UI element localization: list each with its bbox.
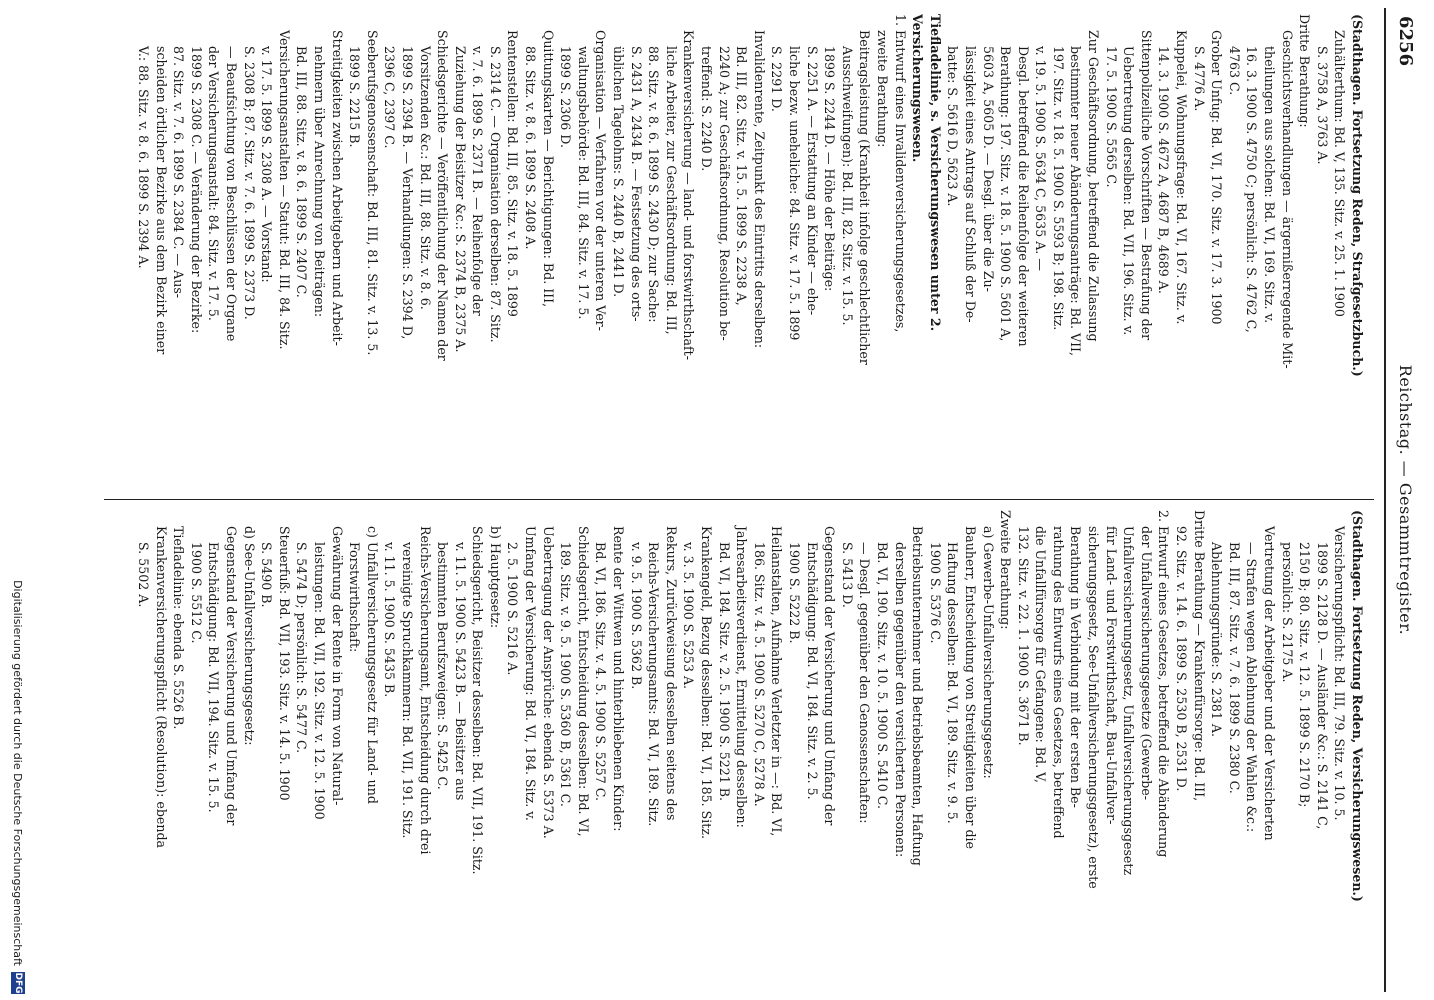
index-line: 1899 S. 2394 B. — Verhandlungen: S. 2394 D, bbox=[399, 46, 415, 340]
index-line: (Stadthagen. Fortsetzung Reden, Strafgesetzbuch.) bbox=[1350, 14, 1365, 377]
index-line: Tiefladelinie, s. Versicherungswesen unter 2. bbox=[927, 14, 943, 332]
index-line: 132. Sitz. v. 22. 1. 1900 S. 3671 B. bbox=[1015, 526, 1031, 746]
index-line: 2396 C, 2397 C. bbox=[382, 46, 398, 149]
index-line: 14. 3. 1900 S. 4672 A, 4687 B, 4689 A. bbox=[1156, 46, 1172, 294]
page-footer bbox=[6, 0, 26, 1000]
index-line: 4763 C. bbox=[1226, 46, 1242, 96]
index-line: Organisation — Verfahren vor der unteren Ver- bbox=[593, 30, 609, 331]
index-line: Entschädigung: Bd. VI, 184. Sitz. v. 2. 5. bbox=[804, 542, 820, 800]
index-line: Gegenstand der Versicherung und Umfang der bbox=[224, 526, 239, 826]
index-line: Krankenversicherung — land- und forstwirthschaft- bbox=[681, 30, 697, 360]
dfg-logo: DFG bbox=[13, 972, 23, 994]
index-line: Versicherungsanstalten — Statut: Bd. III, 84. Sitz. bbox=[276, 30, 292, 350]
index-line: Reichs-Versicherungsamts: Bd. VI, 189. Sitz. bbox=[646, 542, 662, 827]
index-line: leistungen: Bd. VII, 192. Sitz. v. 12. 5. 1900 bbox=[311, 542, 327, 820]
index-line: 1900 S. 5376 C. bbox=[927, 542, 943, 644]
index-line: S. 4776 A. bbox=[1191, 46, 1207, 112]
index-line: batte: S. 5616 D, 5623 A. bbox=[945, 46, 961, 207]
index-line: waltungsbehörde: Bd. III, 84. Sitz. v. 17. 5. bbox=[575, 46, 591, 320]
index-line: v. 17. 5. 1899 S. 2308 A. — Vorstand: bbox=[259, 46, 275, 283]
index-line: S. 2314 C. — Organisation derselben: 87. Sitz. bbox=[487, 46, 503, 343]
index-line: für Land- und Forstwirthschaft, Bau-Unfallver- bbox=[1103, 526, 1119, 825]
index-line: Bd. VI, 186. Sitz. v. 4. 5. 1900 S. 5257 C. bbox=[593, 542, 609, 801]
index-line: Rekurs, Zurückweisung desselben seitens des bbox=[663, 526, 679, 821]
page-number: 6256 bbox=[1395, 16, 1416, 67]
index-line: S. 5413 D. bbox=[839, 542, 855, 608]
index-line: Zuziehung der Beisitzer &c.: S. 2374 B, 2375 A. bbox=[452, 46, 468, 353]
index-line: 17. 5. 1900 S. 5565 C. bbox=[1103, 46, 1119, 188]
index-line: Kuppelei, Wohnungsfrage: Bd. VI, 167. Sitz. v. bbox=[1174, 30, 1190, 325]
index-line: Schiedsgerichte — Veröffentlichung der Namen der bbox=[435, 30, 451, 361]
index-line: S. 3758 A, 3763 A. bbox=[1314, 46, 1330, 165]
index-line: Vorsitzenden &c.: Bd. III, 88. Sitz. v. 8. 6. bbox=[417, 46, 433, 310]
index-line: Ablehnungsgründe: S. 2381 A. bbox=[1209, 542, 1225, 738]
index-line: Krankengeld, Bezug desselben: Bd. VI, 185. Sitz. bbox=[699, 526, 715, 839]
left-column bbox=[134, 14, 1366, 494]
index-line: Jahresarbeitsverdienst, Ermittelung desselben: bbox=[734, 526, 750, 828]
index-line: der Unfallversicherungsgesetze (Gewerbe- bbox=[1138, 526, 1154, 800]
index-line: Vertretung der Arbeitgeber und der Versicherten bbox=[1262, 526, 1278, 841]
index-line: Versicherungspflicht: Bd. III, 79. Sitz. v. 10. 5. bbox=[1332, 526, 1348, 821]
index-line: bestimmten Berufszweigen: S. 5425 C. bbox=[435, 542, 451, 790]
index-line: — Beaufsichtung von Beschlüssen der Organe bbox=[224, 46, 239, 342]
index-line: die Unfallfürsorge für Gefangene: Bd. V, bbox=[1033, 526, 1049, 784]
index-line: S. 5474 D; persönlich: S. 5477 C. bbox=[294, 542, 310, 754]
header-rule bbox=[1384, 8, 1386, 992]
index-line: bestimmter neuer Abänderungsanträge: Bd. VII, bbox=[1068, 46, 1084, 357]
index-line: Versicherungswesen. bbox=[910, 14, 926, 163]
column-divider bbox=[104, 499, 1374, 500]
index-line: 2150 B; 80. Sitz. v. 12. 5. 1899 S. 2170 B; bbox=[1297, 542, 1313, 808]
index-line: S. 2431 A, 2434 B. — Festsetzung des orts- bbox=[628, 46, 644, 322]
index-line: c) Unfallversicherungsgesetz für Land- und bbox=[364, 526, 380, 804]
index-line: Invalidenrente, Zeitpunkt des Eintritts derselben: bbox=[751, 30, 767, 349]
index-line: S. 5490 B. bbox=[259, 542, 275, 608]
page-header bbox=[1374, 0, 1434, 1000]
index-line: liche bezw. uneheliche: 84. Sitz. v. 17. 5. 1899 bbox=[787, 46, 802, 341]
index-line: scheiden örtlicher Bezirke aus dem Bezirk einer bbox=[153, 46, 169, 355]
index-line: persönlich: S. 2175 A. bbox=[1279, 542, 1295, 683]
index-line: Zuhälterthum: Bd. V, 135. Sitz. v. 25. 1. 1900 bbox=[1332, 30, 1348, 317]
index-line: V.: 88. Sitz. v. 8. 6. 1899 S. 2394 A. bbox=[136, 46, 152, 269]
index-line: 189. Sitz. v. 9. 5. 1900 S. 5360 B, 5361 C. bbox=[558, 542, 574, 807]
index-line: 2240 A; zur Geschäftsordnung, Resolution be- bbox=[716, 46, 732, 341]
index-line: 1899 S. 2244 D. — Höhe der Beiträge: bbox=[822, 46, 838, 292]
index-line: 1900 S. 5512 C. bbox=[188, 542, 204, 644]
index-line: Ausschweifungen): Bd. III, 82. Sitz. v. 15. 5. bbox=[839, 46, 855, 326]
index-line: v. 3. 5. 1900 S. 5253 A. bbox=[681, 542, 697, 690]
index-line: v. 11. 5. 1900 S. 5423 B. — Beisitzer aus bbox=[452, 542, 468, 801]
index-line: rathung des Entwurfs eines Gesetzes, betreffend bbox=[1050, 526, 1066, 839]
index-line: 1899 S. 2128 D. — Ausländer &c.: S. 2141 C, bbox=[1314, 542, 1330, 830]
index-line: a) Gewerbe-Unfallversicherungsgesetz: bbox=[980, 526, 996, 779]
index-line: Krankenversicherungspflicht (Resolution): ebenda bbox=[153, 526, 169, 849]
index-line: zweite Berathung: bbox=[874, 30, 890, 148]
index-line: 2. 5. 1900 S. 5216 A. bbox=[505, 542, 521, 676]
index-line: 87. Sitz. v. 7. 6. 1899 S. 2384 C. — Aus- bbox=[171, 46, 187, 299]
index-line: Zur Geschäftsordnung, betreffend die Zulassung bbox=[1086, 30, 1102, 342]
index-line: Schiedsgericht, Beisitzer desselben: Bd. VII, 191. Sitz. bbox=[470, 526, 486, 875]
index-line: Betriebsunternehmer und Betriebsbeamten, Haftung bbox=[910, 526, 926, 866]
index-line: Rente der Wittwen und hinterbliebenen Kinder: bbox=[611, 526, 627, 832]
index-line: Desgl. betreffend die Reihenfolge der weiteren bbox=[1015, 46, 1031, 347]
index-line: Uebertragung der Ansprüche: ebenda S. 5373 A. bbox=[540, 526, 556, 839]
index-line: — Desgl. gegenüber den Genossenschaften: bbox=[857, 542, 873, 824]
index-line: 1. Entwurf eines Invalidenversicherungsgesetzes, bbox=[892, 14, 908, 333]
index-line: Gegenstand der Versicherung und Umfang der bbox=[822, 526, 838, 826]
index-line: Zweite Berathung: bbox=[998, 510, 1014, 630]
index-line: Tiefladelinie: ebenda S. 5526 B. bbox=[171, 526, 187, 730]
running-title: Reichstag. — Gesammtregister. bbox=[1396, 364, 1415, 636]
index-line: 1899 S. 2306 D. bbox=[558, 46, 574, 148]
index-line: v. 7. 6. 1899 S. 2371 B. — Reihenfolge der bbox=[470, 46, 486, 316]
index-line: treffend: S. 2240 D. bbox=[699, 46, 715, 172]
index-line: 92. Sitz. v. 14. 6. 1899 S. 2530 B, 2531 D. bbox=[1174, 526, 1190, 792]
index-line: Unfallversicherungsgesetz, Unfallversicherungsgesetz bbox=[1121, 526, 1137, 876]
index-line: Bd. III, 82. Sitz. v. 15. 5. 1899 S. 2238 A, bbox=[734, 46, 750, 306]
index-line: 197. Sitz. v. 18. 5. 1900 S. 5593 B; 198. Sitz. bbox=[1050, 46, 1066, 331]
index-line: Geschichtsverhandlungen — ärgernißerregende Mit- bbox=[1279, 30, 1295, 369]
index-line: S. 2308 B; 87. Sitz. v. 7. 6. 1899 S. 2373 D. bbox=[241, 46, 257, 320]
index-line: 16. 3. 1900 S. 4750 C; persönlich: S. 4762 C, bbox=[1244, 46, 1260, 333]
index-line: Seeberufsgenossenschaft: Bd. III, 81. Sitz. v. 13. 5. bbox=[364, 30, 380, 356]
index-line: 1899 S. 2308 C. — Veränderung der Bezirke: bbox=[188, 46, 204, 334]
index-line: Bd. III, 88. Sitz. v. 8. 6. 1899 S. 2407 C. bbox=[294, 46, 310, 298]
index-line: (Stadthagen. Fortsetzung Reden, Versicherungswesen.) bbox=[1350, 510, 1365, 902]
digitization-credit: Digitalisierung gefördert durch die Deutsche Forschungsgemeinschaft bbox=[11, 580, 24, 966]
index-line: Grober Unfug: Bd. VI, 170. Sitz. v. 17. 3. 1900 bbox=[1209, 30, 1225, 325]
index-line: Bd. VI, 184. Sitz. v. 2. 5. 1900 S. 5221 B. bbox=[716, 542, 732, 802]
index-line: S. 2251 A. — Erstattung an Kinder — ehe- bbox=[804, 46, 820, 316]
index-line: Streitigkeiten zwischen Arbeitgebern und Arbeit- bbox=[329, 30, 345, 346]
index-line: 88. Sitz. v. 8. 6. 1899 S. 2430 D; zur Sache: bbox=[646, 46, 662, 323]
index-line: Quittungskarten — Berichtigungen: Bd. III, bbox=[540, 30, 556, 308]
index-line: Forstwirthschaft: bbox=[347, 542, 363, 653]
index-line: Bd. VI, 190. Sitz. v. 10. 5. 1900 S. 5410 C. bbox=[874, 542, 890, 809]
index-line: v. 19. 5. 1900 S. 5634 C, 5635 A. — bbox=[1033, 46, 1049, 271]
index-line: 1900 S. 5222 B. bbox=[787, 542, 802, 644]
index-line: S. 5502 A. bbox=[136, 542, 152, 608]
index-line: Reichs-Versicherungsamt, Entscheidung durch drei bbox=[417, 526, 433, 855]
index-line: der Versicherungsanstalt: 84. Sitz. v. 17. 5. bbox=[206, 46, 222, 321]
index-line: nehmern über Anrechnung von Beiträgen: bbox=[311, 46, 327, 318]
index-line: — Strafen wegen Ablehnung der Wahlen &c.: bbox=[1244, 542, 1260, 833]
index-line: Schiedsgericht, Entscheidung desselben: Bd. VI, bbox=[575, 526, 591, 837]
index-line: d) See-Unfallversicherungsgesetz: bbox=[241, 526, 257, 746]
index-line: sicherungsgesetz, See-Unfallversicherungsgesetz), erste bbox=[1086, 526, 1102, 889]
index-line: Heilanstalten, Aufnahme Verletzter in —: Bd. VI, bbox=[769, 526, 785, 837]
index-line: Beitragsleistung (Krankheit infolge geschlechtlicher bbox=[857, 30, 873, 365]
index-line: 88. Sitz. v. 8. 6. 1899 S. 2408 A. bbox=[523, 46, 539, 250]
index-line: lässigkeit eines Antrags auf Schluß der De- bbox=[962, 46, 978, 323]
index-line: 5603 A, 5605 D. — Desgl. über die Zu- bbox=[980, 46, 996, 292]
index-line: theilungen aus solchen: Bd. VI, 169. Sitz. v. bbox=[1262, 46, 1278, 324]
index-line: Sittenpolizeiliche Vorschriften — Bestrafung der bbox=[1138, 30, 1154, 341]
index-line: Berathung: 197. Sitz. v. 18. 5. 1900 S. 5601 A, bbox=[998, 46, 1014, 342]
index-line: Entschädigung: Bd. VII, 194. Sitz. v. 15. 5. bbox=[206, 542, 222, 813]
index-line: 1899 S. 2215 B. bbox=[347, 46, 363, 148]
index-line: v. 11. 5. 1900 S. 5435 B. bbox=[382, 542, 398, 698]
index-line: Haftung desselben: Bd. VI, 189. Sitz. v. 9. 5. bbox=[945, 542, 961, 824]
index-line: Berathung in Verbindung mit der ersten Be- bbox=[1068, 526, 1084, 808]
index-line: Steuerfuß: Bd. VII, 193. Sitz. v. 14. 5. 1900 bbox=[276, 526, 292, 801]
index-line: 2. Entwurf eines Gesetzes, betreffend die Abänderung bbox=[1156, 510, 1172, 858]
index-line: 186. Sitz. v. 4. 5. 1900 S. 5270 C, 5278 A. bbox=[751, 542, 767, 807]
index-line: Bauherr, Entscheidung von Streitigkeiten über die bbox=[962, 526, 978, 850]
index-line: üblichen Tagelohns: S. 2440 B, 2441 D. bbox=[611, 46, 627, 298]
index-line: b) Hauptgesetz: bbox=[487, 526, 503, 629]
index-line: Umfang der Versicherung: Bd. VI, 184. Sitz. v. bbox=[523, 526, 539, 821]
index-line: Dritte Berathung — Krankenfürsorge: Bd. III, bbox=[1191, 510, 1207, 802]
index-line: S. 2291 D. bbox=[769, 46, 785, 112]
index-line: derselben gegenüber den versicherten Personen: bbox=[892, 542, 908, 858]
index-line: Uebertretung derselben: Bd. VII, 196. Sitz. v. bbox=[1121, 46, 1137, 336]
index-line: vereinigte Spruchkammern: Bd. VII, 191. Sitz. bbox=[399, 542, 415, 839]
index-line: Rentenstellen: Bd. III, 85. Sitz. v. 18. 5. 1899 bbox=[505, 30, 521, 317]
index-line: liche Arbeiter, zur Geschäftsordnung: Bd. III, bbox=[663, 46, 679, 335]
index-line: Dritte Berathung: bbox=[1297, 14, 1313, 128]
index-line: Bd. III, 87. Sitz. v. 7. 6. 1899 S. 2380 C. bbox=[1226, 542, 1242, 794]
right-column bbox=[134, 510, 1366, 990]
index-line: v. 9. 5. 1900 S. 5362 B. bbox=[628, 542, 644, 690]
index-line: Gewährung der Rente in Form von Natural- bbox=[329, 526, 345, 806]
